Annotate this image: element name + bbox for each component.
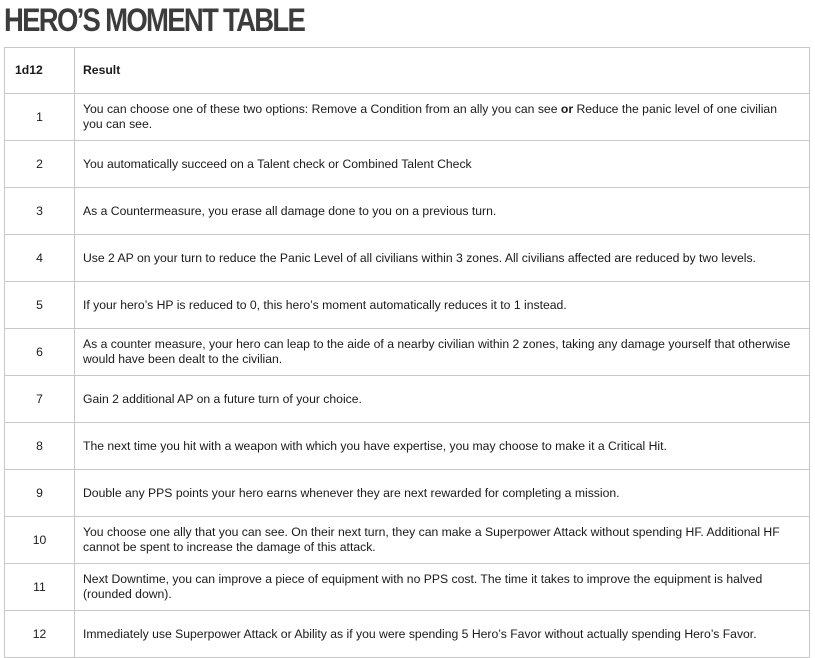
- heros-moment-table: [4, 47, 810, 658]
- roll-cell: 3: [5, 188, 75, 235]
- roll-cell: 12: [5, 611, 75, 658]
- roll-cell: 5: [5, 282, 75, 329]
- table-row: [5, 235, 810, 282]
- column-header-roll: 1d12: [5, 48, 75, 94]
- table-row: [5, 329, 810, 376]
- roll-cell: 1: [5, 94, 75, 141]
- table-row: [5, 423, 810, 470]
- table-row: [5, 470, 810, 517]
- result-cell: Immediately use Superpower Attack or Ability as if you were spending 5 Hero’s Favor without actually spending Hero’s Favor.: [75, 611, 810, 658]
- table-row: [5, 188, 810, 235]
- table-row: [5, 94, 810, 141]
- table-row: [5, 517, 810, 564]
- roll-cell: 2: [5, 141, 75, 188]
- roll-cell: 10: [5, 517, 75, 564]
- roll-cell: 9: [5, 470, 75, 517]
- table-header-row: [5, 48, 810, 94]
- page-title: HERO’S MOMENT TABLE: [4, 2, 305, 38]
- table-row: [5, 282, 810, 329]
- roll-cell: 8: [5, 423, 75, 470]
- result-cell: [75, 94, 810, 141]
- table-row: [5, 376, 810, 423]
- result-cell: If your hero’s HP is reduced to 0, this hero’s moment automatically reduces it to 1 instead.: [75, 282, 810, 329]
- roll-cell: 6: [5, 329, 75, 376]
- result-text: You can choose one of these two options: Remove a Condition from an ally you can see: [83, 102, 561, 116]
- result-cell: As a counter measure, your hero can leap to the aide of a nearby civilian within 2 zones, taking any damage yourself that otherwise would have been dealt to the civilian.: [75, 329, 810, 376]
- result-cell: You choose one ally that you can see. On their next turn, they can make a Superpower Attack without spending HF. Additional HF cannot be spent to increase the damage of this attack.: [75, 517, 810, 564]
- result-cell: As a Countermeasure, you erase all damage done to you on a previous turn.: [75, 188, 810, 235]
- result-cell: Next Downtime, you can improve a piece of equipment with no PPS cost. The time it takes to improve the equipment is halved (rounded down).: [75, 564, 810, 611]
- table-row: [5, 611, 810, 658]
- result-emphasis: or: [560, 102, 574, 116]
- roll-cell: 7: [5, 376, 75, 423]
- result-cell: Use 2 AP on your turn to reduce the Panic Level of all civilians within 3 zones. All civilians affected are reduced by two levels.: [75, 235, 810, 282]
- result-cell: You automatically succeed on a Talent check or Combined Talent Check: [75, 141, 810, 188]
- column-header-result: Result: [75, 48, 810, 94]
- result-cell: Gain 2 additional AP on a future turn of your choice.: [75, 376, 810, 423]
- table-row: [5, 141, 810, 188]
- result-cell: The next time you hit with a weapon with which you have expertise, you may choose to make it a Critical Hit.: [75, 423, 810, 470]
- result-cell: Double any PPS points your hero earns whenever they are next rewarded for completing a mission.: [75, 470, 810, 517]
- roll-cell: 4: [5, 235, 75, 282]
- table-row: [5, 564, 810, 611]
- result-text: Reduce the panic level of one civilian you can see.: [83, 102, 777, 131]
- roll-cell: 11: [5, 564, 75, 611]
